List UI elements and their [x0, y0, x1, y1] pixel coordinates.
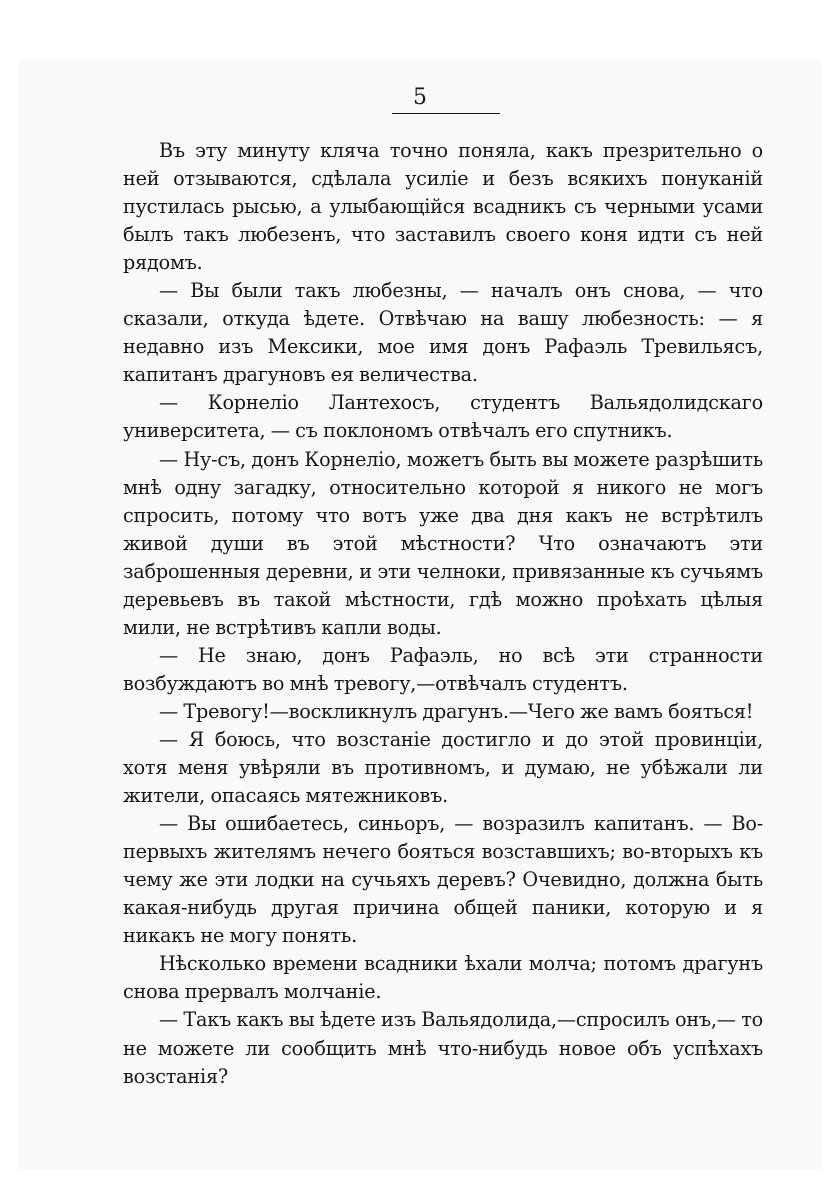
page-number: 5: [413, 85, 427, 110]
paragraph: Нѣсколько времени всадники ѣхали молча; потомъ драгунъ снова прервалъ молчаніе.: [123, 952, 763, 1004]
page-header: [0, 85, 840, 111]
paragraph: — Такъ какъ вы ѣдете изъ Вальядолида,—спросилъ онъ,— то не можете ли сообщить мнѣ что-нибудь новое объ успѣхахъ возстанія?: [123, 1008, 763, 1088]
header-rule: [392, 113, 500, 114]
paragraph: — Не знаю, донъ Рафаэль, но всѣ эти странности возбуждаютъ во мнѣ тревогу,—отвѣчалъ студентъ.: [123, 643, 763, 695]
body-text: [123, 137, 763, 1091]
paragraph: — Ну-съ, донъ Корнеліо, можетъ быть вы можете разрѣшить мнѣ одну загадку, относительно которой я никого не могъ спросить, потому что вотъ уже два дня какъ не встрѣтилъ живой души въ этой мѣстности? Что означаютъ эти заброшенныя деревни, и эти челноки, привязанные къ сучьямъ деревьевъ въ такой мѣстности, гдѣ можно проѣхать цѣлыя мили, не встрѣтивъ капли воды.: [123, 447, 763, 639]
paragraph: Въ эту минуту кляча точно поняла, какъ презрительно о ней отзываются, сдѣлала усиліе и безъ всякихъ понуканій пустилась рысью, а улыбающійся всадникъ съ черными усами былъ такъ любезенъ, что заставилъ своего коня идти съ ней рядомъ.: [123, 139, 763, 275]
paragraph: — Тревогу!—воскликнулъ драгунъ.—Чего же вамъ бояться!: [159, 699, 754, 723]
paragraph: — Я боюсь, что возстаніе достигло и до этой провинціи, хотя меня увѣряли въ противномъ, и думаю, не убѣжали ли жители, опасаясь мятежниковъ.: [123, 727, 763, 808]
paragraph: — Вы были такъ любезны, — началъ онъ снова, — что сказали, откуда ѣдете. Отвѣчаю на вашу любезность: — я недавно изъ Мексики, мое имя донъ Рафаэль Тревильясъ, капитанъ драгуновъ ея величества.: [123, 279, 763, 387]
paragraph: — Вы ошибаетесь, синьоръ, — возразилъ капитанъ. — Во-первыхъ жителямъ нечего бояться возставшихъ; во-вторыхъ къ чему же эти лодки на сучьяхъ деревъ? Очевидно, должна быть какая-нибудь другая причина общей паники, которую и я никакъ не могу понять.: [123, 812, 763, 948]
paragraph: — Корнеліо Лантехосъ, студентъ Вальядолидскаго университета, — съ поклономъ отвѣчалъ его спутникъ.: [123, 391, 763, 443]
